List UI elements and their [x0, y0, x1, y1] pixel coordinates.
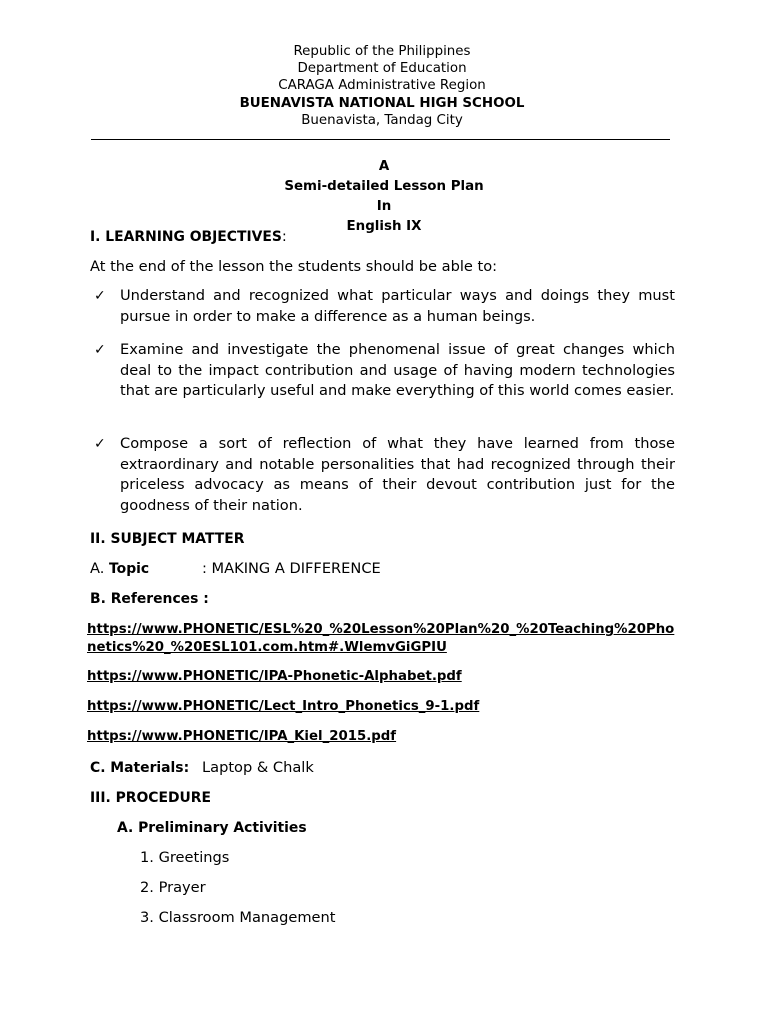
objectives-intro: At the end of the lesson the students should be able to: — [90, 258, 498, 275]
objective-text: Understand and recognized what particular ways and doings they must pursue in order to make a difference as a human beings. — [120, 287, 675, 325]
reference-link[interactable]: https://www.PHONETIC/Lect_Intro_Phonetics_9-1.pdf — [87, 699, 480, 714]
document-header — [0, 43, 764, 129]
header-location: Buenavista, Tandag City — [301, 112, 463, 128]
title-line-4: English IX — [346, 219, 422, 234]
objective-text: Compose a sort of reflection of what they have learned from those extraordinary and notable personalities that had recognized through their priceless advocacy as means of their devout contribution just for the goodness of their nation. — [120, 435, 675, 514]
preliminary-activities-heading: A. Preliminary Activities — [117, 820, 307, 836]
reference-link[interactable]: https://www.PHONETIC/IPA-Phonetic-Alphabet.pdf — [87, 669, 462, 684]
header-divider — [91, 139, 670, 140]
references-colon: : — [198, 591, 209, 607]
objective-text: Examine and investigate the phenomenal issue of great changes which deal to the impact contribution and usage of having modern technologies that are particularly useful and make everything of this world comes easier. — [120, 341, 675, 399]
materials-label: C. Materials: — [90, 760, 190, 776]
header-school-name: BUENAVISTA NATIONAL HIGH SCHOOL — [239, 95, 525, 111]
objectives-heading-text: I. LEARNING OBJECTIVES — [90, 229, 282, 245]
procedure-step: 1. Greetings — [140, 849, 230, 866]
header-department: Department of Education — [297, 61, 467, 77]
checkmark-icon: ✓ — [94, 288, 106, 304]
reference-link[interactable]: https://www.PHONETIC/ESL%20_%20Lesson%20Plan%20_%20Teaching%20Phonetics%20_%20ESL101.com.htm#.WlemvGiGPIU — [87, 622, 675, 655]
topic-prefix: A. — [90, 560, 110, 577]
subject-matter-heading: II. SUBJECT MATTER — [90, 531, 245, 547]
materials-value: Laptop & Chalk — [202, 759, 314, 776]
document-title — [0, 157, 768, 237]
objectives-heading — [90, 227, 675, 247]
title-line-3: In — [376, 199, 392, 214]
procedure-step: 3. Classroom Management — [140, 909, 336, 926]
procedure-step: 2. Prayer — [140, 879, 206, 896]
title-line-2: Semi-detailed Lesson Plan — [284, 179, 484, 194]
topic-row — [90, 559, 675, 579]
references-label: B. References — [90, 591, 199, 607]
checkmark-icon: ✓ — [94, 342, 106, 358]
header-region: CARAGA Administrative Region — [278, 78, 486, 94]
topic-label: Topic — [109, 561, 150, 577]
references-heading — [90, 589, 675, 609]
checkmark-icon: ✓ — [94, 436, 106, 452]
title-line-1: A — [378, 159, 390, 174]
header-republic: Republic of the Philippines — [293, 44, 471, 59]
procedure-heading: III. PROCEDURE — [90, 790, 211, 806]
reference-link[interactable]: https://www.PHONETIC/IPA_Kiel_2015.pdf — [87, 729, 397, 744]
objectives-heading-colon: : — [281, 228, 287, 245]
materials-row — [90, 758, 675, 778]
topic-value: : MAKING A DIFFERENCE — [202, 560, 381, 577]
